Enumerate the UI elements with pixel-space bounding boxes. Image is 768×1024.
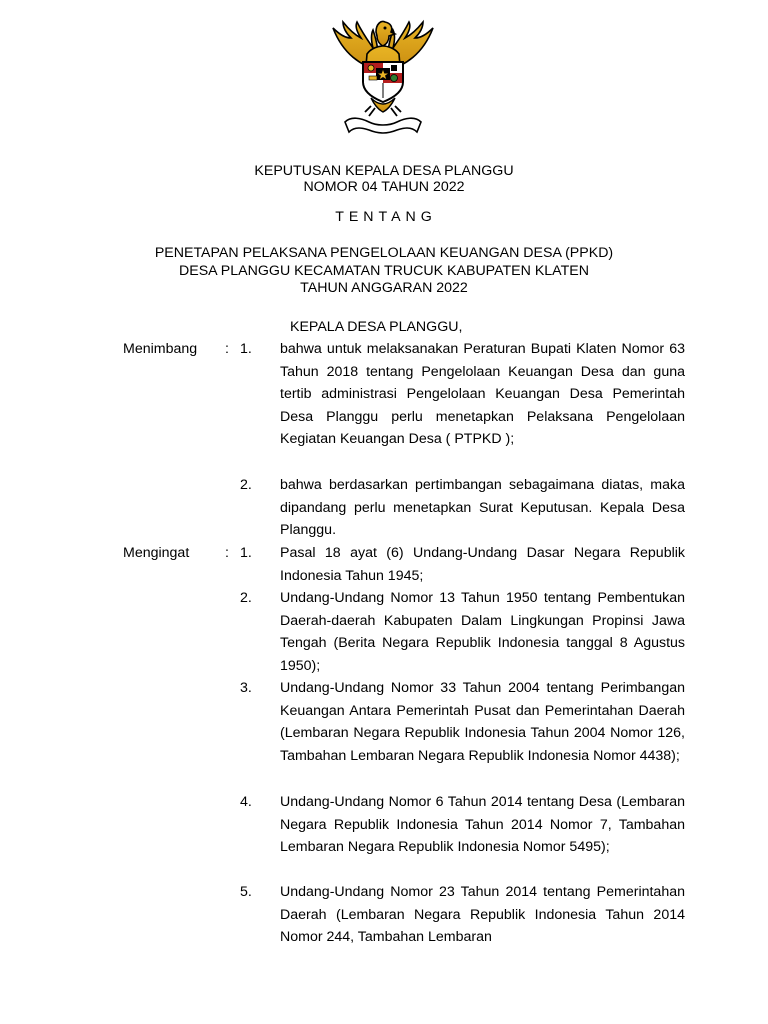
mengingat-item-text: Pasal 18 ayat (6) Undang-Undang Dasar Negara Republik Indonesia Tahun 1945; [280, 545, 685, 584]
subject-line1: PENETAPAN PELAKSANA PENGELOLAAN KEUANGAN DESA (PPKD) [154, 245, 614, 261]
menimbang-item-number: 2. [240, 477, 252, 493]
mengingat-item-number: 3. [240, 680, 252, 696]
mengingat-item-number: 5. [240, 884, 252, 900]
mengingat-item-text: Undang-Undang Nomor 6 Tahun 2014 tentang Desa (Lembaran Negara Republik Indonesia Tahun 2014 Nomor 7, Tambahan Lembaran Negara Republik Indonesia Nomor 5495); [280, 794, 685, 855]
mengingat-item-number: 2. [240, 590, 252, 606]
menimbang-colon: : [225, 341, 229, 357]
subject-line3: TAHUN ANGGARAN 2022 [300, 280, 468, 296]
tentang-heading: TENTANG [335, 209, 437, 225]
mengingat-item-text: Undang-Undang Nomor 13 Tahun 1950 tentang Pembentukan Daerah-daerah Kabupaten Dalam Lingkungan Propinsi Jawa Tengah (Berita Negara Republik Indonesia tanggal 8 Agustus 1950); [280, 590, 685, 674]
menimbang-item-text: bahwa untuk melaksanakan Peraturan Bupati Klaten Nomor 63 Tahun 2018 tentang Pengelolaan Keuangan Desa dan guna tertib administrasi Pengelolaan Keuangan Desa Pemerintah Desa Planggu perlu menetapkan Pelaksana Pengelolaan Kegiatan Keuangan Desa ( PTPKD ); [280, 341, 685, 447]
garuda-pancasila-emblem [321, 18, 445, 148]
mengingat-item-text: Undang-Undang Nomor 23 Tahun 2014 tentang Pemerintahan Daerah (Lembaran Negara Republik Indonesia Tahun 2014 Nomor 244, Tambahan Lembaran [280, 884, 685, 945]
menimbang-label: Menimbang [123, 341, 198, 357]
decree-number: NOMOR 04 TAHUN 2022 [303, 179, 465, 195]
mengingat-item-number: 1. [240, 545, 252, 561]
mengingat-label: Mengingat [123, 545, 190, 561]
menimbang-item-number: 1. [240, 341, 252, 357]
mengingat-colon: : [225, 545, 229, 561]
mengingat-item-text: Undang-Undang Nomor 33 Tahun 2004 tentang Perimbangan Keuangan Antara Pemerintah Pusat dan Pemerintahan Daerah (Lembaran Negara Republik Indonesia Tahun 2004 Nomor 126, Tambahan Lembaran Negara Republik Indonesia Nomor 4438); [280, 680, 685, 764]
decree-title-line1: KEPUTUSAN KEPALA DESA PLANGGU [254, 163, 514, 179]
subject-line2: DESA PLANGGU KECAMATAN TRUCUK KABUPATEN KLATEN [179, 263, 589, 279]
menimbang-item-text: bahwa berdasarkan pertimbangan sebagaimana diatas, maka dipandang perlu menetapkan Surat Keputusan. Kepala Desa Planggu. [280, 477, 685, 538]
issuer-heading: KEPALA DESA PLANGGU, [290, 319, 463, 335]
mengingat-item-number: 4. [240, 794, 252, 810]
